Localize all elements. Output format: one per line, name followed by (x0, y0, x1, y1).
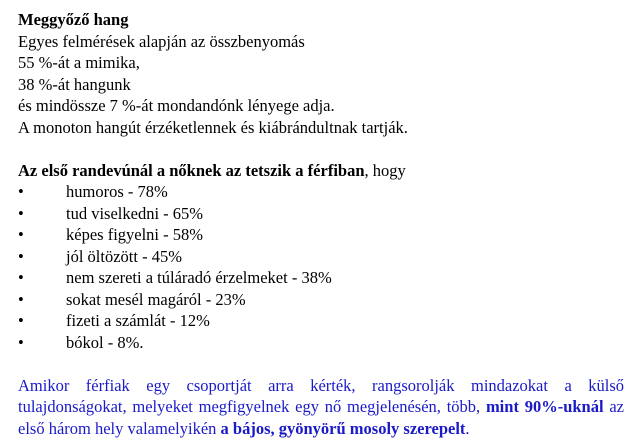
list-item-text: sokat mesél magáról - 23% (66, 289, 246, 309)
list-item-text: jól öltözött - 45% (66, 246, 182, 266)
document-page (18, 9, 624, 439)
paragraph-text: . (465, 418, 470, 438)
bullet-icon: • (18, 289, 24, 309)
list-item-text: bókol - 8%. (66, 332, 144, 352)
blue-paragraph (18, 375, 624, 440)
list-item (18, 267, 624, 289)
bullet-icon: • (18, 311, 24, 330)
bullet-icon: • (18, 268, 24, 287)
spacer (18, 138, 624, 160)
paragraph-line: és mindössze 7 %-át mondandónk lényege adja. (18, 96, 335, 115)
list-item-text: nem szereti a túláradó érzelmeket - 38% (66, 268, 332, 287)
paragraph-line: 38 %-át hangunk (18, 74, 131, 94)
paragraph-line: Egyes felmérések alapján az összbenyomás (18, 31, 305, 51)
list-heading-bold: Az első randevúnál a nőknek az tetszik a férfiban (18, 160, 365, 180)
list-heading (18, 160, 624, 182)
list-item (18, 203, 624, 225)
section-title: Meggyőző hang (18, 10, 129, 29)
paragraph-bold-text: a bájos, gyönyörű mosoly szerepelt (220, 418, 466, 438)
list-item-text: tud viselkedni - 65% (66, 203, 204, 223)
list-item-text: képes figyelni - 58% (66, 225, 204, 244)
list-item (18, 310, 624, 332)
list-item (18, 289, 624, 311)
list-item-text: humoros - 78% (66, 182, 168, 201)
list-item (18, 181, 624, 203)
list-heading-rest: , hogy (364, 160, 406, 180)
bullet-icon: • (18, 225, 24, 244)
bullet-list (18, 181, 624, 353)
paragraph-line: A monoton hangút érzéketlennek és kiábrándultnak tartják. (18, 117, 408, 137)
list-item (18, 332, 624, 354)
bullet-icon: • (18, 182, 24, 201)
bullet-icon: • (18, 246, 24, 266)
paragraph-text: az első három hely valamelyikén (18, 397, 625, 438)
list-item (18, 246, 624, 268)
paragraph-bold-text: mint 90%-uknál (485, 397, 604, 416)
paragraph-text: Amikor férfiak egy csoportját arra kérték, rangsorolják mindazokat a külső tulajdonságokat, melyeket megfigyelnek egy nő megjelenésén, több, (18, 375, 624, 416)
paragraph-line: 55 %-át a mimika, (18, 53, 140, 72)
list-item (18, 224, 624, 246)
bullet-icon: • (18, 332, 24, 352)
list-item-text: fizeti a számlát - 12% (66, 311, 210, 330)
bullet-icon: • (18, 203, 24, 223)
